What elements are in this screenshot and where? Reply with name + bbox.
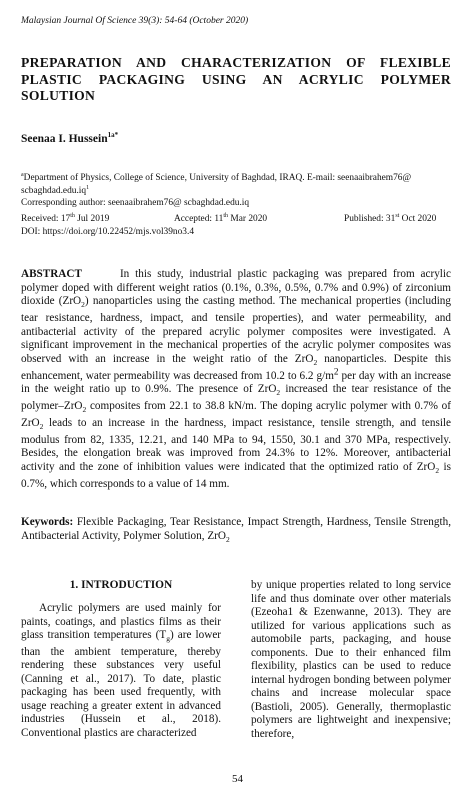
author-name-text: Seenaa I. Hussein	[21, 133, 108, 145]
published-date: Published: 31st Oct 2020	[344, 212, 437, 224]
author-superscript: 1a*	[107, 131, 119, 140]
dates-line	[21, 213, 451, 225]
affiliation-superscript: a	[21, 171, 24, 178]
keywords-paragraph: Keywords: Flexible Packaging, Tear Resistance, Impact Strength, Hardness, Tensile Strength, Antibacterial Activity, Polymer Solution, ZrO$_2$	[21, 516, 451, 544]
abstract-label: ABSTRACT	[21, 268, 82, 280]
corresponding-author: Corresponding author: seenaaibrahem76@ scbaghdad.edu.iq	[21, 198, 250, 208]
keywords-label: Keywords:	[21, 516, 74, 528]
accepted-date: Accepted: 11th Mar 2020	[174, 212, 268, 224]
affiliation-text: Department of Physics, College of Science, University of Baghdad, IRAQ. E-mail: seenaaibrahem76@ scbaghdad.edu.iq	[21, 173, 412, 196]
affiliation-block	[21, 172, 451, 210]
author-name	[21, 133, 118, 145]
affiliation-superscript-2: 1	[86, 184, 90, 191]
abstract-paragraph: ABSTRACT In this study, industrial plastic packaging was prepared from acrylic polymer doped with different weight ratios (0.1%, 0.3%, 0.5%, 0.7% and 0.9%) of zirconium dioxide (ZrO$_2$) nanoparticles using the casting method. The mechanical properties (including tear resistance, hardness, impact, and tensile properties), and water permeability, and antibacterial activity of the prepared acrylic polymer composites were investigated. A significant improvement in the mechanical properties of the acrylic polymer composites was observed with an increase in the weight ratio of the ZrO$_2$ nanoparticles. Despite this enhancement, water permeability was decreased from 10.2 to 6.2 $g/m^2$ per day with an increase in the weight ratio up to 0.9%. The presence of ZrO$_2$ increased the tear resistance of the polymer–ZrO$_2$ composites from 22.1 to 38.8 kN/m. The doping acrylic polymer with 0.7% of ZrO$_2$ leads to an increase in the hardness, impact resistance, tensile strength, and tensile modulus from 82, 1335, 12.21, and 140 MPa to 94, 1550, 30.1 and 370 MPa, respectively. Besides, the elongation break was improved from 24.3% to 12%. Moreover, antibacterial activity and the zone of inhibition values were indicated that the optimized ratio of ZrO$_2$ is 0.7%, which corresponds to a value of 14 mm.	[21, 268, 452, 490]
introduction-column-2: by unique properties related to long service life and thus dominate over other materials (Ezeoha1 & Ezenwanne, 2013). They are utilized for various applications such as automobile parts, packaging, and house components. Due to their enhanced film flexibility, plastics can be used to reduce internal hydrogen bonding between polymer chains and increase molecular space (Bastioli, 2005). Generally, thermoplastic polymers are lightweight and inexpensive; therefore,	[251, 579, 451, 740]
paper-title: PREPARATION AND CHARACTERIZATION OF FLEXIBLE PLASTIC PACKAGING USING AN ACRYLIC POLYMER SOLUTION	[21, 55, 451, 103]
received-date: Received: 17th Jul 2019	[21, 212, 110, 224]
introduction-column-1: Acrylic polymers are used mainly for paints, coatings, and plastics films as their glass transition temperatures $(T_g)$ are lower than the ambient temperature, thereby rendering these substances very useful (Canning et al., 2017). To date, plastic packaging has been used frequently, with usage reaching a greater extent in advanced industries (Hussein et al., 2018). Conventional plastics are characterized	[21, 602, 222, 739]
journal-header: Malaysian Journal Of Science 39(3): 54-64 (October 2020)	[21, 16, 249, 26]
doi-link[interactable]: DOI: https://doi.org/10.22452/mjs.vol39no3.4	[21, 227, 195, 237]
section-heading-introduction: 1. INTRODUCTION	[69, 579, 173, 591]
page-number: 54	[232, 773, 243, 785]
